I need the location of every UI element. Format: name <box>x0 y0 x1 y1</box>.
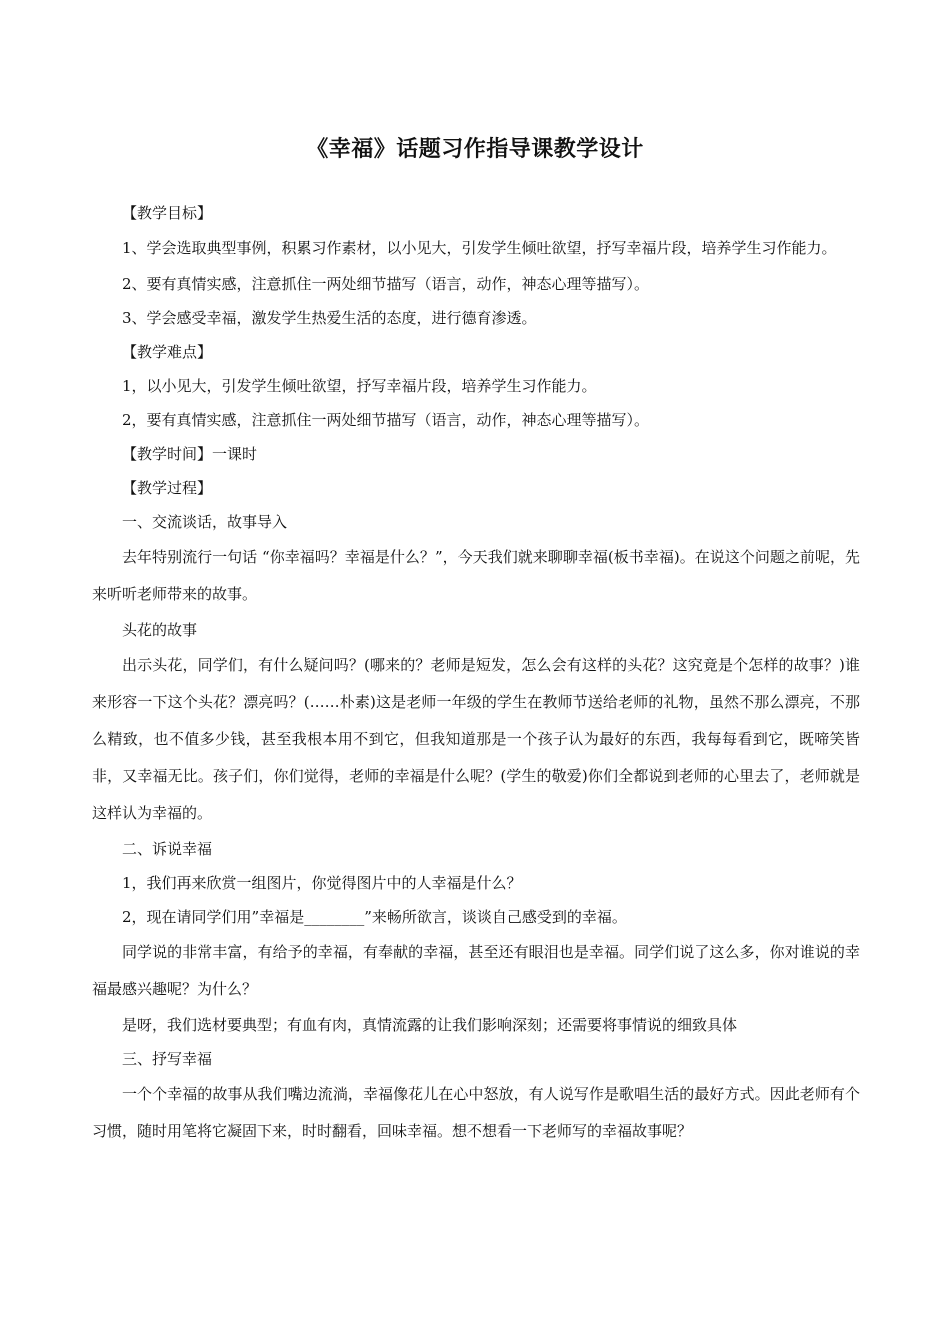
goal-item-3: 3、学会感受幸福，激发学生热爱生活的态度，进行德育渗透。 <box>122 309 537 327</box>
section-heading-difficulties: 【教学难点】 <box>122 343 213 361</box>
step-3-paragraph: 一个个幸福的故事从我们嘴边流淌，幸福像花儿在心中怒放，有人说写作是歌唱生活的最好方式。因此老师有个习惯，随时用笔将它凝固下来，时时翻看，回味幸福。想不想看一下老师写的幸福故事呢？ <box>92 1085 860 1140</box>
section-heading-process: 【教学过程】 <box>122 479 213 497</box>
difficulty-item-1: 1，以小见大，引发学生倾吐欲望，抒写幸福片段，培养学生习作能力。 <box>122 377 597 395</box>
intro-paragraph: 去年特别流行一句话 “你幸福吗？幸福是什么？”，今天我们就来聊聊幸福(板书幸福)。在说这个问题之前呢，先来听听老师带来的故事。 <box>92 548 860 603</box>
document-title: 《幸福》话题习作指导课教学设计 <box>306 137 644 162</box>
section-heading-time: 【教学时间】一课时 <box>122 445 258 463</box>
goal-item-1: 1、学会选取典型事例，积累习作素材，以小见大，引发学生倾吐欲望，抒写幸福片段，培养学生习作能力。 <box>122 239 837 257</box>
step-2-item-2: 2，现在请同学们用”幸福是________”来畅所欲言，谈谈自己感受到的幸福。 <box>122 908 627 926</box>
step-heading-1: 一、交流谈话，故事导入 <box>122 513 288 531</box>
section-heading-goals: 【教学目标】 <box>122 204 213 222</box>
step-2-item-1: 1，我们再来欣赏一组图片，你觉得图片中的人幸福是什么？ <box>122 874 522 892</box>
step-heading-2: 二、诉说幸福 <box>122 840 213 858</box>
goal-item-2: 2、要有真情实感，注意抓住一两处细节描写（语言，动作，神态心理等描写）。 <box>122 275 650 293</box>
document-body <box>92 196 860 1150</box>
step-heading-3: 三、抒写幸福 <box>122 1050 213 1068</box>
step-2-paragraph: 同学说的非常丰富，有给予的幸福，有奉献的幸福，甚至还有眼泪也是幸福。同学们说了这么多，你对谁说的幸福最感兴趣呢？为什么？ <box>92 943 860 998</box>
story-title: 头花的故事 <box>122 621 198 639</box>
step-2-summary: 是呀，我们选材要典型；有血有肉，真情流露的让我们影响深刻；还需要将事情说的细致具体 <box>122 1016 738 1034</box>
story-paragraph: 出示头花，同学们，有什么疑问吗？(哪来的？老师是短发，怎么会有这样的头花？这究竟是个怎样的故事？)谁来形容一下这个头花？漂亮吗？(……朴素)这是老师一年级的学生在教师节送给老师的礼物，虽然不那么漂亮，不那么精致，也不值多少钱，甚至我根本用不到它，但我知道那是一个孩子认为最好的东西，我每每看到它，既啼笑皆非，又幸福无比。孩子们，你们觉得，老师的幸福是什么呢？(学生的敬爱)你们全都说到老师的心里去了，老师就是这样认为幸福的。 <box>92 656 860 822</box>
difficulty-item-2: 2，要有真情实感，注意抓住一两处细节描写（语言，动作，神态心理等描写）。 <box>122 411 650 429</box>
